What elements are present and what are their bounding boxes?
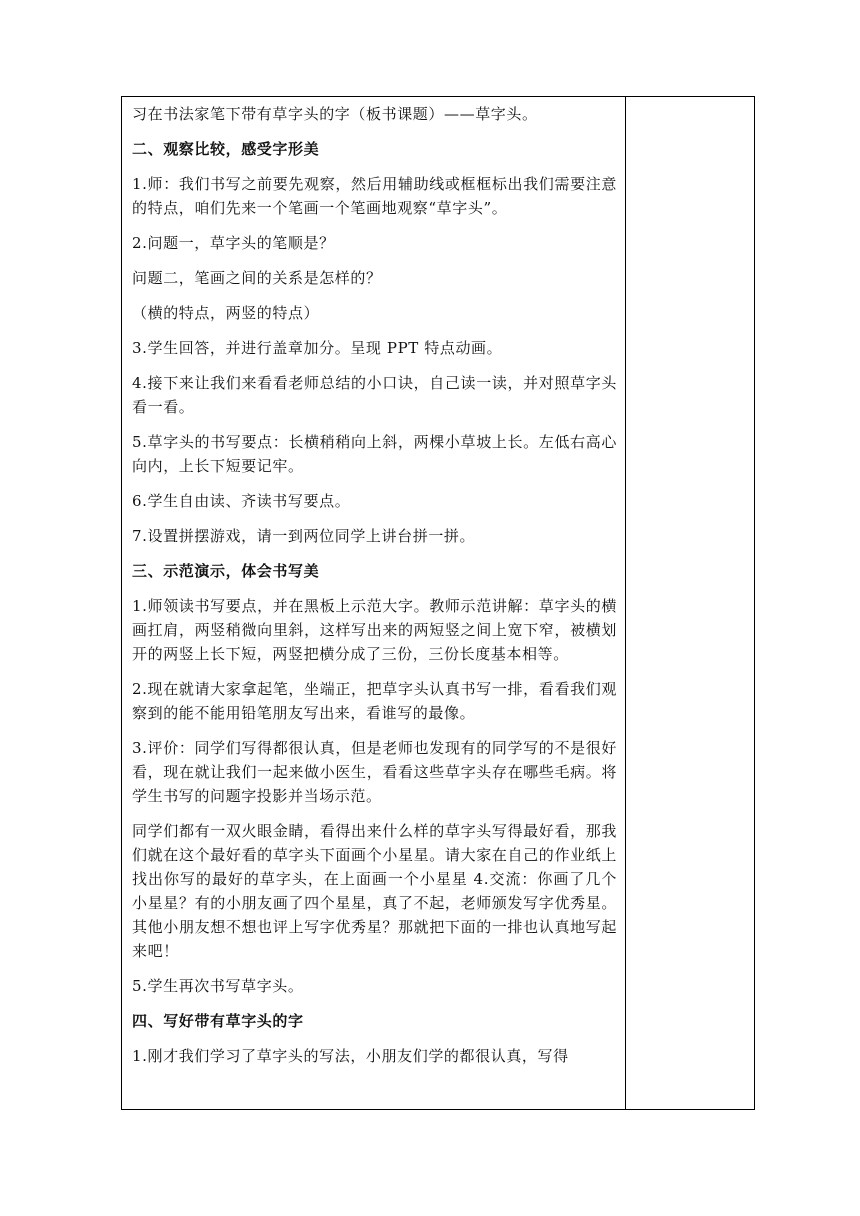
paragraph-demo-step-1: 1.师领读书写要点，并在黑板上示范大字。教师示范讲解：草字头的横画扛肩，两竖稍微向里斜，这样写出来的两短竖之间上宽下窄，被横划开的两竖上长下短，两竖把横分成了三份，三份长度基本相等。 bbox=[132, 597, 617, 663]
paragraph-observe-step-1: 1.师：我们书写之前要先观察，然后用辅助线或框框标出我们需要注意的特点，咱们先来一个笔画一个笔画地观察“草字头”。 bbox=[132, 175, 617, 217]
lesson-content-cell bbox=[122, 97, 625, 1109]
paragraph-star-activity: 同学们都有一双火眼金睛，看得出来什么样的草字头写得最好看，那我们就在这个最好看的草字头下面画个小星星。请大家在自己的作业纸上找出你写的最好的草字头，在上面画一个小星星 4.交流：你画了几个小星星？有的小朋友画了四个星星，真了不起，老师颁发写字优秀星。其他小朋友想不想也评上写字优秀星？那就把下面的一排也认真地写起来吧！ bbox=[132, 822, 617, 960]
paragraph-observe-step-3: 3.学生回答，并进行盖章加分。呈现 PPT 特点动画。 bbox=[132, 339, 503, 357]
section-heading-write-characters: 四、写好带有草字头的字 bbox=[132, 1012, 304, 1030]
paragraph-write-step-1: 1.刚才我们学习了草字头的写法，小朋友们学的都很认真，写得 bbox=[132, 1047, 569, 1065]
paragraph-demo-step-3: 3.评价：同学们写得都很认真，但是老师也发现有的同学写的不是很好看，现在就让我们一起来做小医生，看看这些草字头存在哪些毛病。将学生书写的问题字投影并当场示范。 bbox=[132, 739, 617, 805]
notes-cell-empty bbox=[626, 97, 754, 1109]
paragraph-intro-continuation: 习在书法家笔下带有草字头的字（板书课题）——草字头。 bbox=[132, 105, 538, 123]
paragraph-question-2: 问题二，笔画之间的关系是怎样的？ bbox=[132, 269, 382, 287]
section-heading-demonstration: 三、示范演示，体会书写美 bbox=[132, 562, 320, 580]
section-heading-observe-compare: 二、观察比较，感受字形美 bbox=[132, 140, 320, 158]
paragraph-observe-step-4: 4.接下来让我们来看看老师总结的小口诀，自己读一读，并对照草字头看一看。 bbox=[132, 374, 617, 416]
paragraph-demo-step-2: 2.现在就请大家拿起笔，坐端正，把草字头认真书写一排，看看我们观察到的能不能用铅笔朋友写出来，看谁写的最像。 bbox=[132, 680, 617, 722]
lesson-plan-table bbox=[121, 96, 755, 1110]
paragraph-observe-step-6: 6.学生自由读、齐读书写要点。 bbox=[132, 492, 351, 510]
paragraph-writing-points: 5.草字头的书写要点：长横稍稍向上斜，两棵小草坡上长。左低右高心向内，上长下短要记牢。 bbox=[132, 433, 617, 475]
paragraph-question-1: 2.问题一，草字头的笔顺是？ bbox=[132, 234, 335, 252]
paragraph-question-hint: （横的特点，两竖的特点） bbox=[132, 304, 320, 322]
paragraph-demo-step-5: 5.学生再次书写草字头。 bbox=[132, 977, 304, 995]
paragraph-observe-step-7: 7.设置拼摆游戏，请一到两位同学上讲台拼一拼。 bbox=[132, 527, 476, 545]
